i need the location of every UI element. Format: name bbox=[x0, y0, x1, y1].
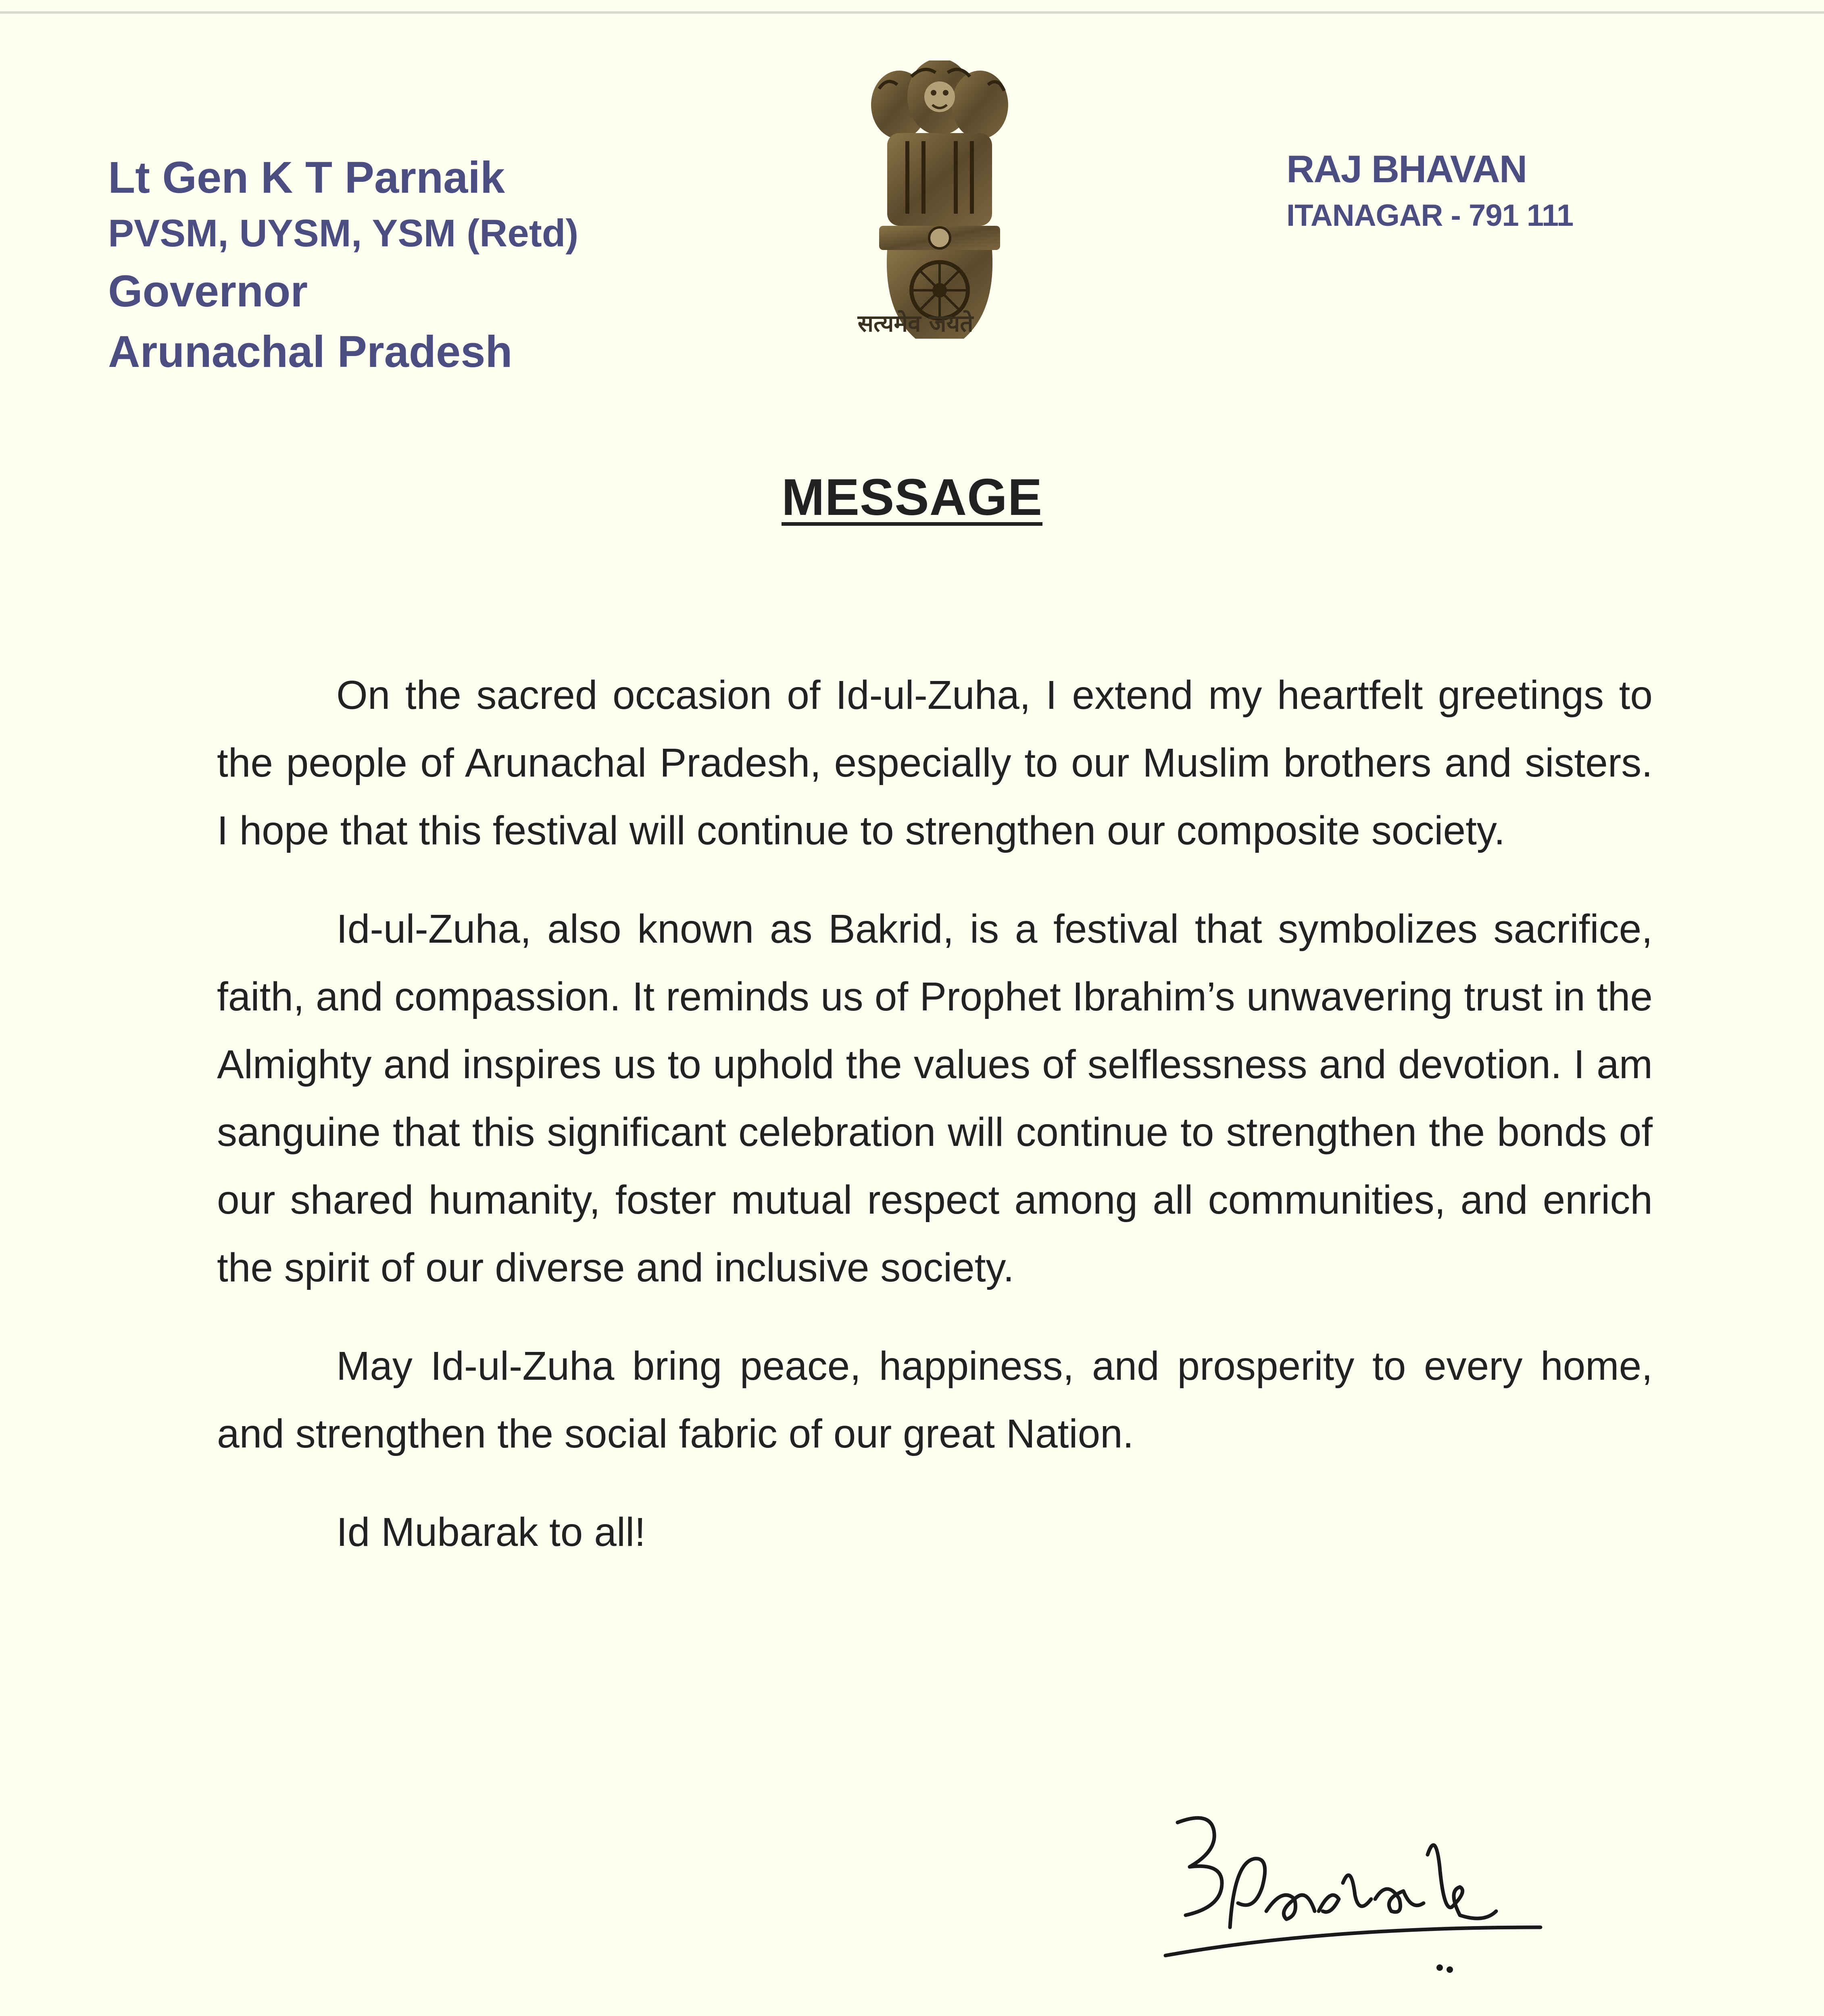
letterhead-office: RAJ BHAVAN bbox=[1286, 148, 1527, 191]
paragraph-1: On the sacred occasion of Id-ul-Zuha, I extend my heartfelt greetings to the people of Arunachal Pradesh, especially to our Muslim brothers and sisters. I hope that this festival will continue to strengthen our composite society. bbox=[217, 673, 1653, 853]
letterhead-name: Lt Gen K T Parnaik bbox=[108, 153, 505, 202]
letterhead-right bbox=[1286, 145, 1573, 238]
top-edge bbox=[0, 11, 1824, 14]
letterhead-title: Governor bbox=[108, 267, 308, 316]
message-heading: MESSAGE bbox=[781, 469, 1043, 526]
paragraph-3: May Id-ul-Zuha bring peace, happiness, and prosperity to every home, and strengthen the social fabric of our great Nation. bbox=[217, 1343, 1653, 1456]
emblem-motto: सत्यमेव जयते bbox=[857, 310, 973, 337]
letterhead-left bbox=[108, 150, 578, 382]
message-body bbox=[217, 661, 1653, 1597]
letterhead-address: ITANAGAR - 791 111 bbox=[1286, 198, 1574, 233]
paragraph-2: Id-ul-Zuha, also known as Bakrid, is a festival that symbolizes sacrifice, faith, and compassion. It reminds us of Prophet Ibrahim’s unwavering trust in the Almighty and inspires us to uphold the values of selflessness and devotion. I am sanguine that this significant celebration will continue to strengthen the bonds of our shared humanity, foster mutual respect among all communities, and enrich the spirit of our diverse and inclusive society. bbox=[217, 906, 1653, 1290]
closing-line: Id Mubarak to all! bbox=[336, 1510, 646, 1555]
handwritten-signature bbox=[1161, 1806, 1557, 2016]
letterhead-state: Arunachal Pradesh bbox=[108, 327, 513, 377]
letterhead-awards: PVSM, UYSM, YSM (Retd) bbox=[108, 212, 579, 255]
